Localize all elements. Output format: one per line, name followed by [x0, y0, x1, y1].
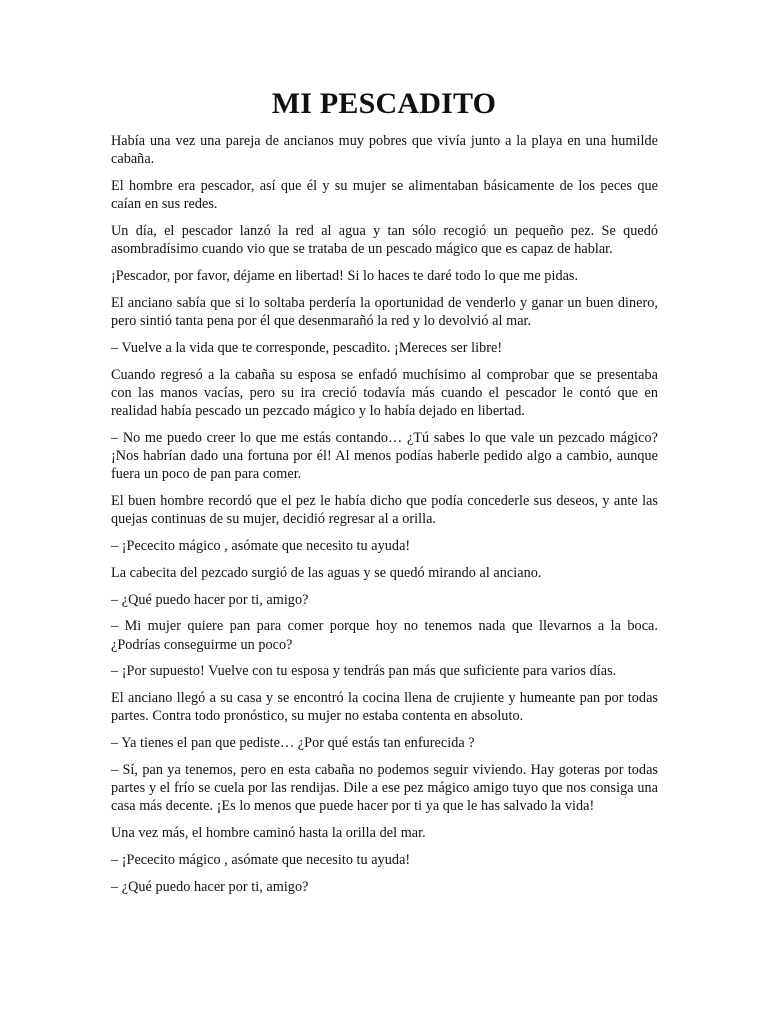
- paragraph: – ¡Por supuesto! Vuelve con tu esposa y tendrás pan más que suficiente para varios días.: [111, 663, 617, 680]
- paragraph: El anciano sabía que si lo soltaba perdería la oportunidad de venderlo y ganar un buen dinero, pero sintió tanta pena por él que desenmarañó la red y lo devolvió al mar.: [111, 294, 658, 329]
- document-body: [111, 132, 658, 905]
- paragraph: – Sí, pan ya tenemos, pero en esta cabaña no podemos seguir viviendo. Hay goteras por todas partes y el frío se cuela por las rendijas. Dile a ese pez mágico amigo tuyo que nos consiga una casa más decente. ¡Es lo menos que puede hacer por ti ya que le has salvado la vida!: [111, 761, 658, 815]
- paragraph: Había una vez una pareja de ancianos muy pobres que vivía junto a la playa en una humilde cabaña.: [111, 133, 658, 168]
- paragraph: La cabecita del pezcado surgió de las aguas y se quedó mirando al anciano.: [111, 564, 542, 581]
- paragraph: – Ya tienes el pan que pediste… ¿Por qué estás tan enfurecida ?: [111, 735, 475, 752]
- paragraph: – ¿Qué puedo hacer por ti, amigo?: [111, 878, 309, 895]
- paragraph: – Vuelve a la vida que te corresponde, pescadito. ¡Mereces ser libre!: [111, 339, 503, 356]
- paragraph: – ¡Pececito mágico , asómate que necesito tu ayuda!: [111, 851, 411, 868]
- paragraph: – ¡Pececito mágico , asómate que necesito tu ayuda!: [111, 538, 411, 554]
- paragraph: ¡Pescador, por favor, déjame en libertad! Si lo haces te daré todo lo que me pidas.: [111, 268, 579, 284]
- paragraph: Un día, el pescador lanzó la red al agua y tan sólo recogió un pequeño pez. Se quedó asombradísimo cuando vio que se trataba de un pescado mágico que es capaz de hablar.: [111, 223, 658, 258]
- paragraph: El buen hombre recordó que el pez le había dicho que podía concederle sus deseos, y ante las quejas continuas de su mujer, decidió regresar al a orilla.: [111, 493, 658, 528]
- paragraph: Cuando regresó a la cabaña su esposa se enfadó muchísimo al comprobar que se presentaba con las manos vacías, pero su ira creció todavía más cuando el pescador le contó que en realidad había pescado un pezcado mágico y lo había dejado en libertad.: [111, 366, 658, 419]
- document-title: MI PESCADITO: [271, 87, 497, 120]
- paragraph: El hombre era pescador, así que él y su mujer se alimentaban básicamente de los peces que caían en sus redes.: [111, 178, 658, 213]
- paragraph: – No me puedo creer lo que me estás contando… ¿Tú sabes lo que vale un pezcado mágico? ¡Nos habrían dado una fortuna por él! Al menos podías haberle pedido algo a cambio, aunque fuera un poco de pan para comer.: [111, 429, 658, 483]
- paragraph: – Mi mujer quiere pan para comer porque hoy no tenemos nada que llevarnos a la boca. ¿Podrías conseguirme un poco?: [111, 618, 658, 653]
- paragraph: – ¿Qué puedo hacer por ti, amigo?: [111, 591, 309, 608]
- paragraph: El anciano llegó a su casa y se encontró la cocina llena de crujiente y humeante pan por todas partes. Contra todo pronóstico, su mujer no estaba contenta en absoluto.: [111, 690, 658, 725]
- paragraph: Una vez más, el hombre caminó hasta la orilla del mar.: [111, 825, 426, 842]
